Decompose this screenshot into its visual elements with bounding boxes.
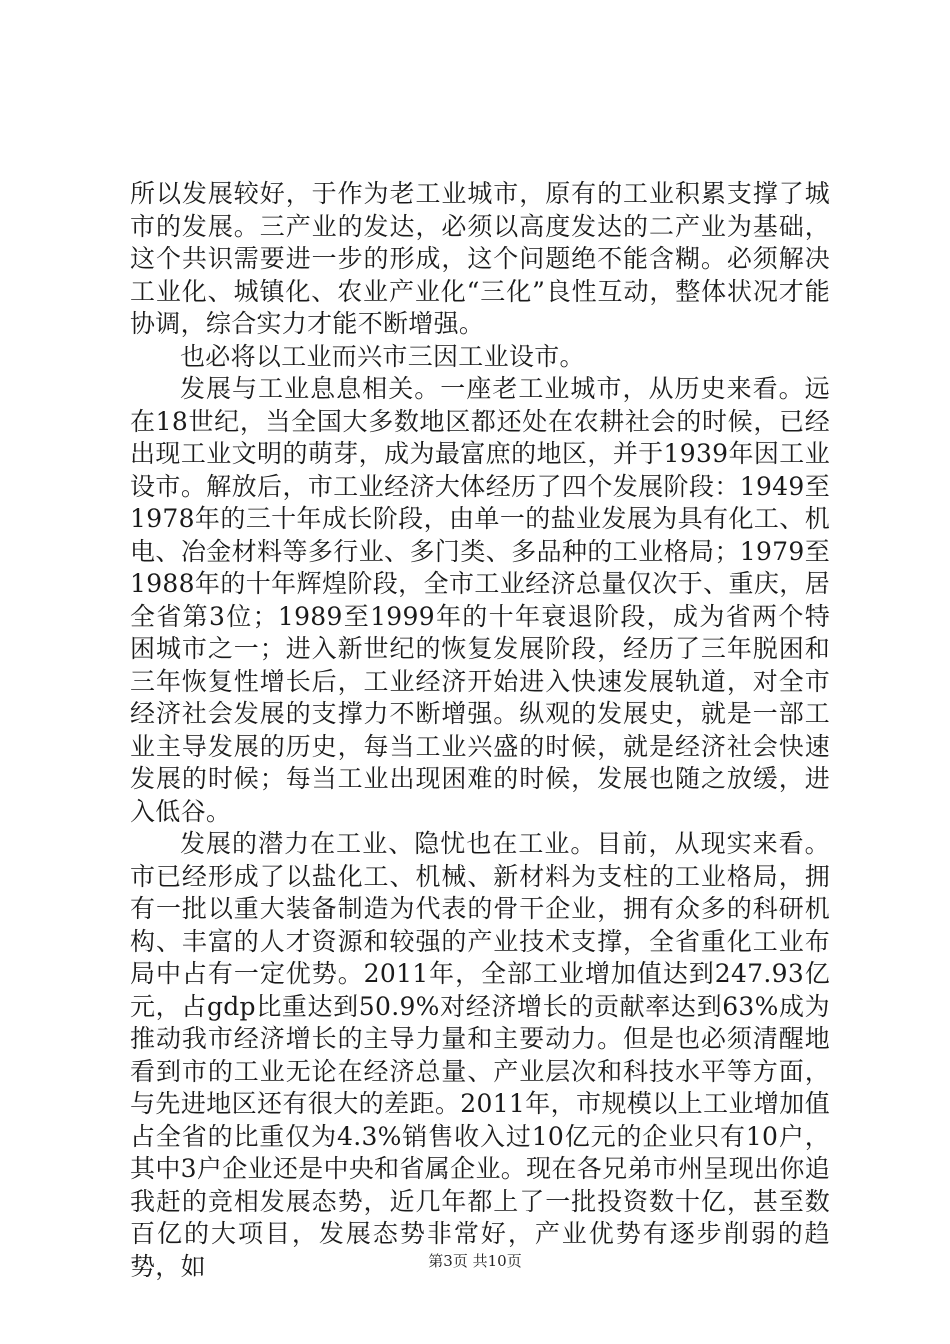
paragraph-3: 发展与工业息息相关。一座老工业城市，从历史来看。远在18世纪，当全国大多数地区都还处在农耕社会的时候，已经出现工业文明的萌芽，成为最富庶的地区，并于1939年因工业设市。解放后，市工业经济大体经历了四个发展阶段：1949至1978年的三十年成长阶段，由单一的盐业发展为具有化工、机电、冶金材料等多行业、多门类、多品种的工业格局；1979至1988年的十年辉煌阶段，全市工业经济总量仅次于、重庆，居全省第3位；1989至1999年的十年衰退阶段，成为省两个特困城市之一；进入新世纪的恢复发展阶段，经历了三年脱困和三年恢复性增长后，工业经济开始进入快速发展轨道，对全市经济社会发展的支撑力不断增强。纵观的发展史，就是一部工业主导发展的历史，每当工业兴盛的时候，就是经济社会快速发展的时候；每当工业出现困难的时候，发展也随之放缓，进入低谷。 (130, 374, 830, 826)
paragraph-4: 发展的潜力在工业、隐忧也在工业。目前，从现实来看。市已经形成了以盐化工、机械、新材料为支柱的工业格局，拥有一批以重大装备制造为代表的骨干企业，拥有众多的科研机构、丰富的人才资源和较强的产业技术支撑，全省重化工业布局中占有一定优势。2011年，全部工业增加值达到247.93亿元，占gdp比重达到50.9%对经济增长的贡献率达到63%成为推动我市经济增长的主导力量和主要动力。但是也必须清醒地看到市的工业无论在经济总量、产业层次和科技水平等方面，与先进地区还有很大的差距。2011年，市规模以上工业增加值占全省的比重仅为4.3%销售收入过10亿元的企业只有10户，其中3户企业还是中央和省属企业。现在各兄弟市州呈现出你追我赶的竞相发展态势，近几年都上了一批投资数十亿，甚至数百亿的大项目，发展态势非常好，产业优势有逐步削弱的趋势，如 (130, 829, 830, 1281)
paragraph-2: 也必将以工业而兴市三因工业设市。 (180, 341, 585, 371)
page-number-footer: 第3页 共10页 (428, 1252, 522, 1270)
document-body (130, 178, 830, 1283)
paragraph-1: 所以发展较好，于作为老工业城市，原有的工业积累支撑了城市的发展。三产业的发达，必须以高度发达的二产业为基础，这个共识需要进一步的形成，这个问题绝不能含糊。必须解决工业化、城镇化、农业产业化“三化”良性互动，整体状况才能协调，综合实力才能不断增强。 (130, 179, 830, 338)
